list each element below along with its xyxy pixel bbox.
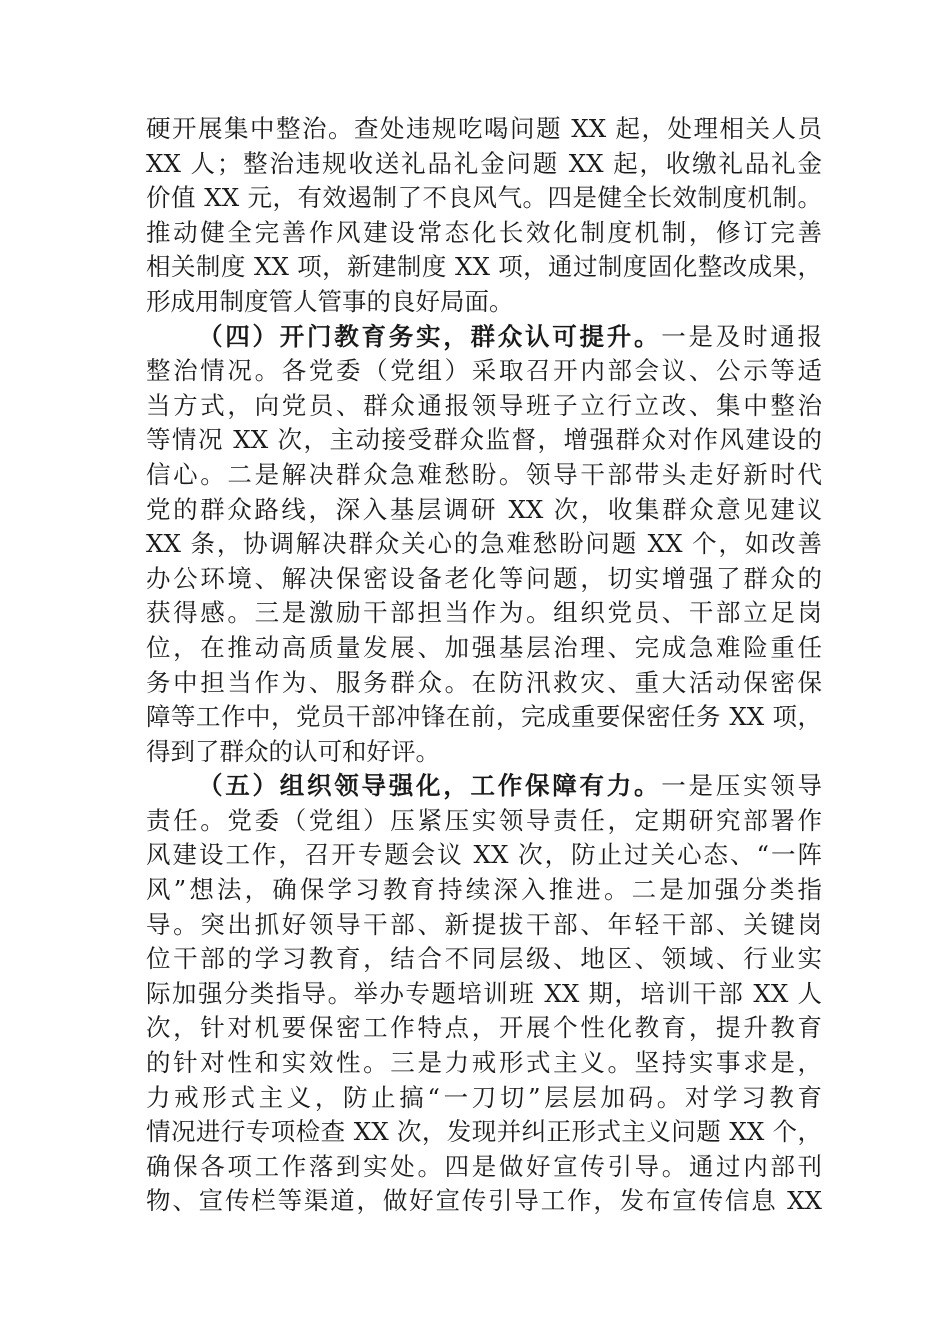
text-line: 信心。二是解决群众急难愁盼。领导干部带头走好新时代: [146, 459, 822, 489]
text-line: 形成用制度管人管事的良好局面。: [146, 286, 514, 316]
text-line: XX 条，协调解决群众关心的急难愁盼问题 XX 个，如改善: [146, 529, 822, 559]
text-line: 位，在推动高质量发展、加强基层治理、完成急难险重任: [146, 632, 822, 662]
text-line: 障等工作中，党员干部冲锋在前，完成重要保密任务 XX 项，: [146, 702, 822, 732]
text-line: 风建设工作，召开专题会议 XX 次，防止过关心态、“一阵: [146, 840, 822, 870]
text-line-first: [146, 320, 822, 355]
text-line: 务中担当作为、服务群众。在防汛救灾、重大活动保密保: [146, 667, 822, 697]
text-line: 际加强分类指导。举办专题培训班 XX 期，培训干部 XX 人: [146, 978, 822, 1008]
text-line: 情况进行专项检查 XX 次，发现并纠正形式主义问题 XX 个，: [146, 1117, 822, 1147]
paragraph-section-four: [146, 320, 822, 770]
text-line: 价值 XX 元，有效遏制了不良风气。四是健全长效制度机制。: [146, 183, 822, 213]
document-body: [146, 112, 822, 1219]
text-line: 办公环境、解决保密设备老化等问题，切实增强了群众的: [146, 563, 822, 593]
text-line: 导。突出抓好领导干部、新提拔干部、年轻干部、关键岗: [146, 909, 822, 939]
text-line: 风”想法，确保学习教育持续深入推进。二是加强分类指: [146, 875, 822, 905]
text-line: 等情况 XX 次，主动接受群众监督，增强群众对作风建设的: [146, 425, 822, 455]
text-line: 推动健全完善作风建设常态化长效化制度机制，修订完善: [146, 217, 822, 247]
text-line: 整治情况。各党委（党组）采取召开内部会议、公示等适: [146, 356, 822, 386]
paragraph-continuation: [146, 112, 822, 320]
text-line: 次，针对机要保密工作特点，开展个性化教育，提升教育: [146, 1013, 822, 1043]
paragraph-section-five: [146, 769, 822, 1219]
text-run: 一是压实领导: [661, 771, 822, 801]
text-line: 力戒形式主义，防止搞“一刀切”层层加码。对学习教育: [146, 1082, 822, 1112]
text-line: 硬开展集中整治。查处违规吃喝问题 XX 起，处理相关人员: [146, 114, 822, 143]
text-run: 一是及时通报: [661, 321, 822, 351]
text-line: 确保各项工作落到实处。四是做好宣传引导。通过内部刊: [146, 1151, 822, 1181]
text-line: 相关制度 XX 项，新建制度 XX 项，通过制度固化整改成果，: [146, 252, 822, 282]
text-line: 得到了群众的认可和好评。: [146, 736, 440, 766]
text-line: 物、宣传栏等渠道，做好宣传引导工作，发布宣传信息 XX: [146, 1186, 822, 1216]
text-line: 责任。党委（党组）压紧压实领导责任，定期研究部署作: [146, 805, 822, 835]
text-line: 党的群众路线，深入基层调研 XX 次，收集群众意见建议: [146, 494, 822, 524]
text-line-first: [146, 769, 822, 804]
section-heading: （四）开门教育务实，群众认可提升。: [198, 321, 662, 351]
text-line: 位干部的学习教育，结合不同层级、地区、领域、行业实: [146, 944, 822, 974]
text-line: XX 人；整治违规收送礼品礼金问题 XX 起，收缴礼品礼金: [146, 148, 822, 178]
text-line: 获得感。三是激励干部担当作为。组织党员、干部立足岗: [146, 598, 822, 628]
text-line: 的针对性和实效性。三是力戒形式主义。坚持实事求是，: [146, 1048, 822, 1078]
section-heading: （五）组织领导强化，工作保障有力。: [198, 771, 662, 801]
text-line: 当方式，向党员、群众通报领导班子立行立改、集中整治: [146, 390, 822, 420]
